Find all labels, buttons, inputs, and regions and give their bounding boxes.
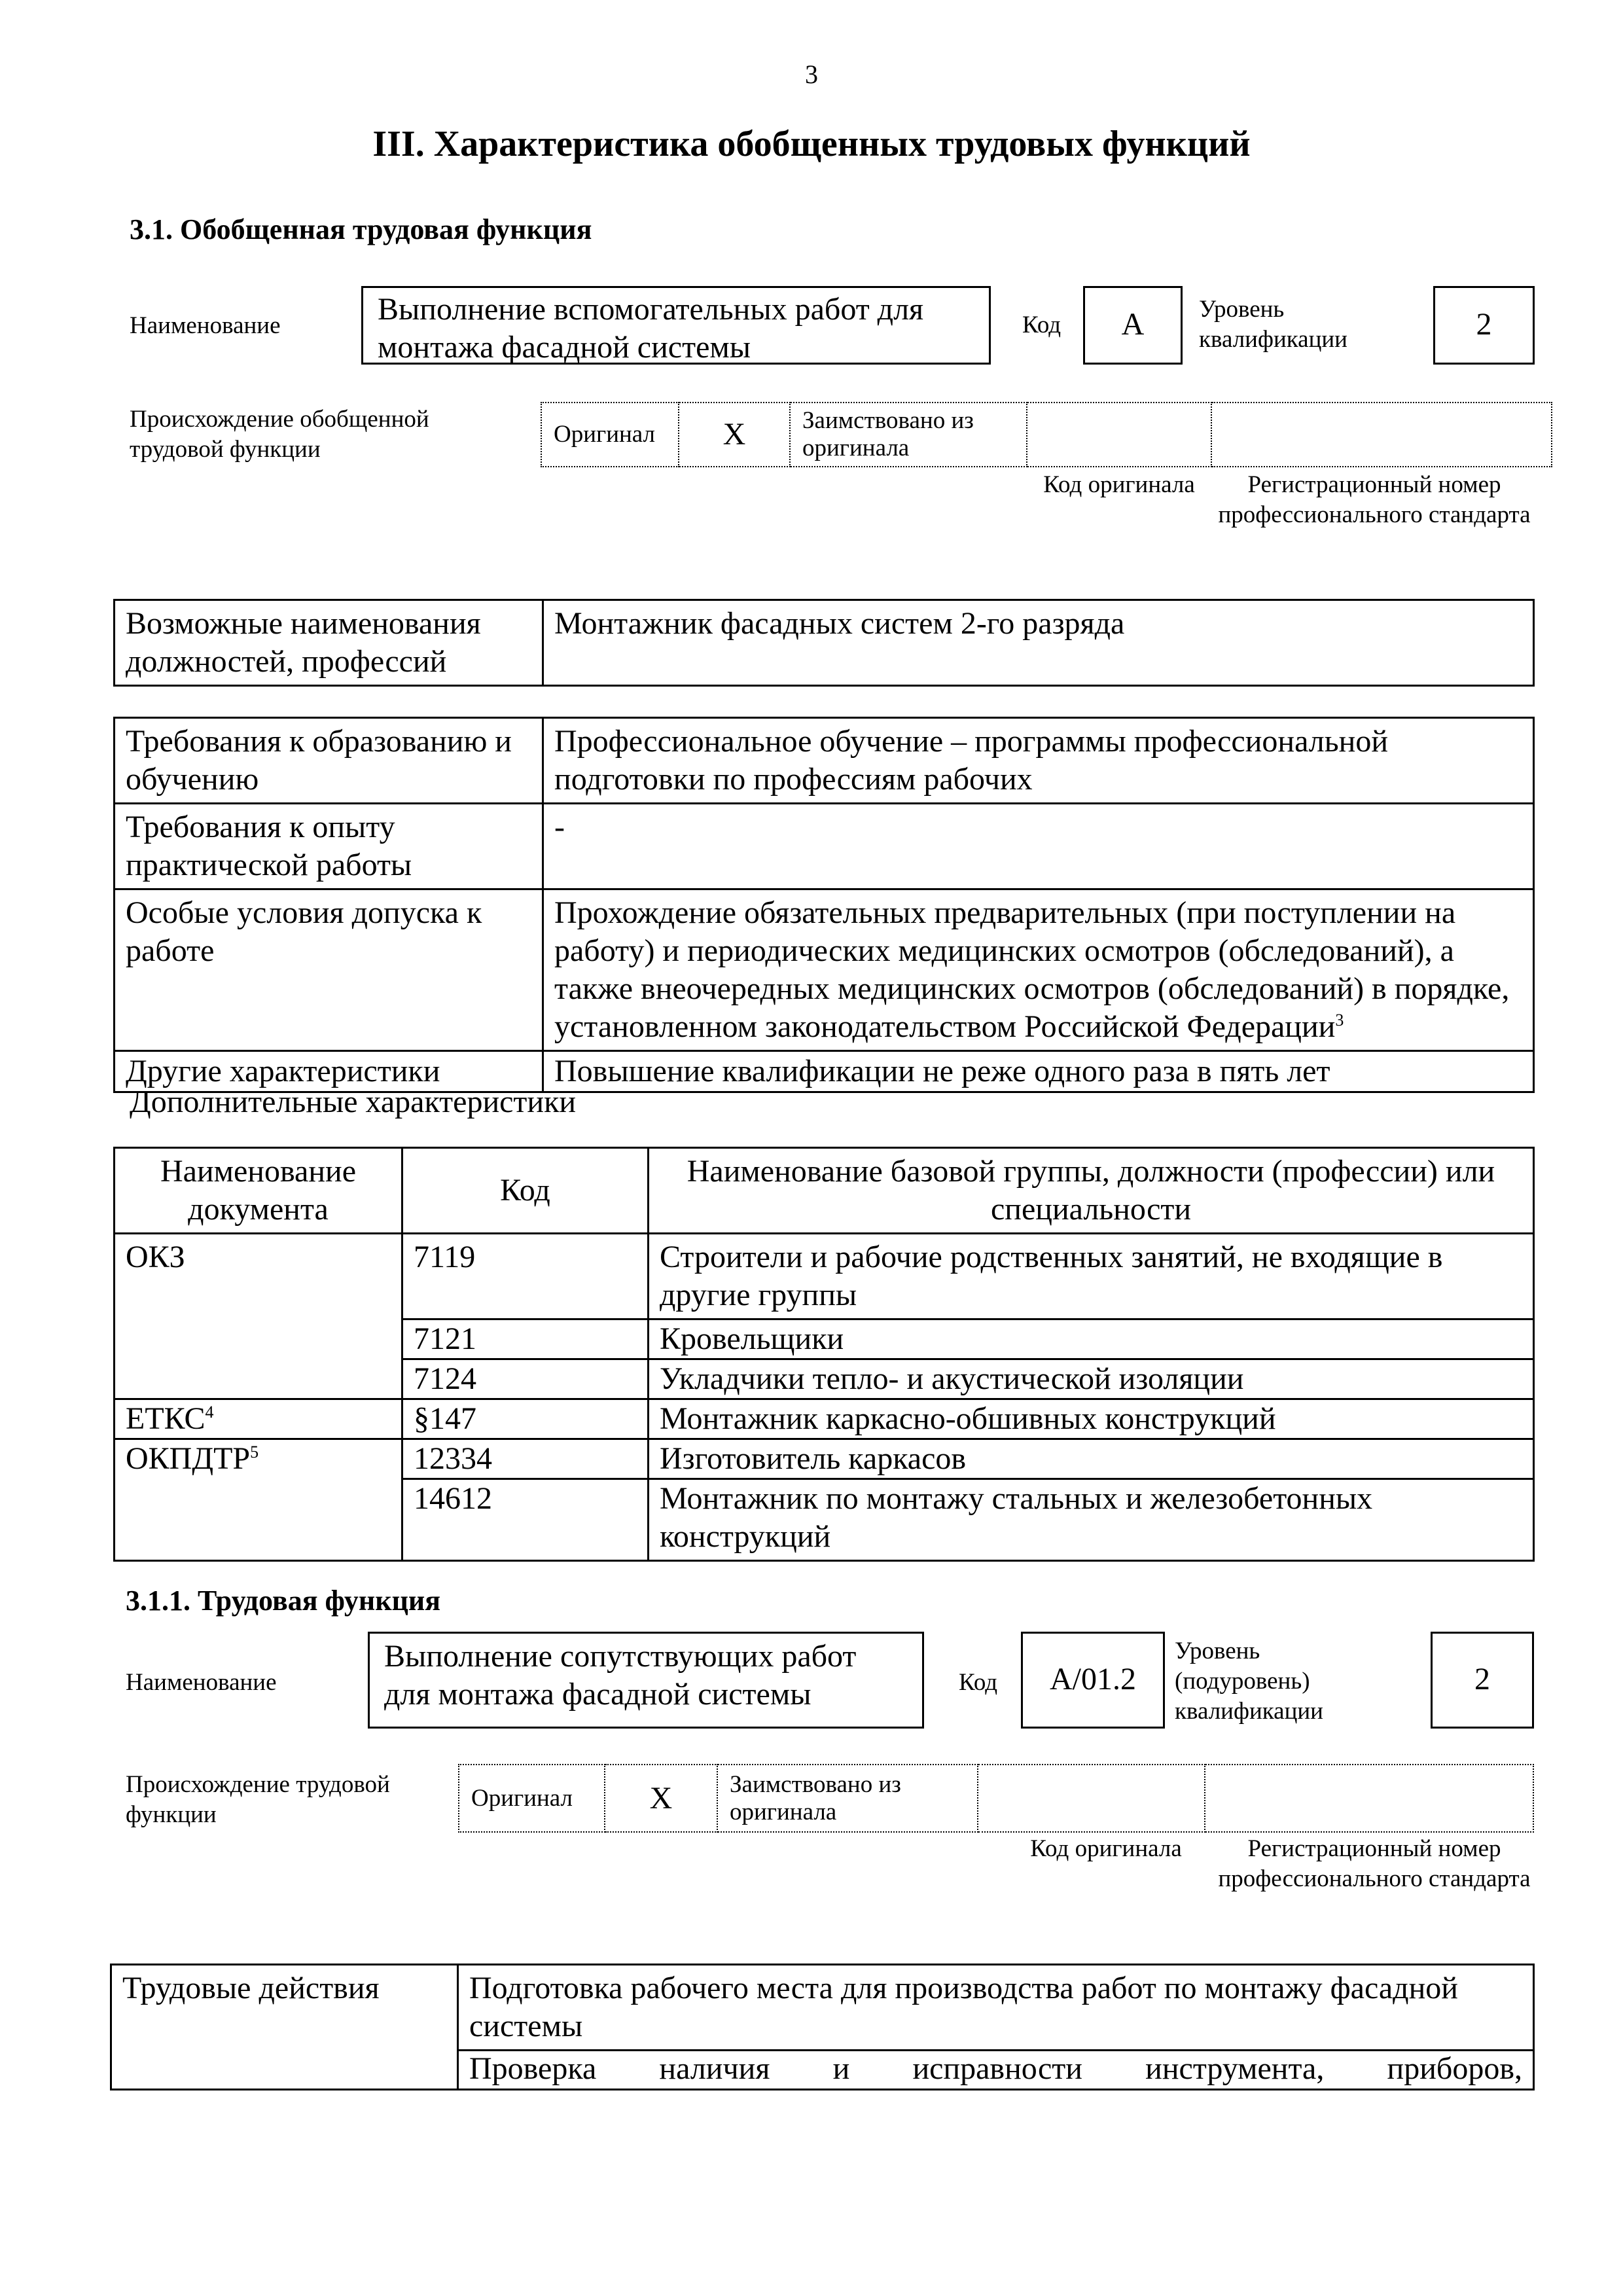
- tf-origin-label: Происхождение трудовой функции: [126, 1771, 390, 1828]
- requirement-row: [115, 718, 1534, 804]
- action-item: Подготовка рабочего места для производства работ по монтажу фасадной системы: [458, 1965, 1534, 2051]
- header-doc: Наименование документа: [115, 1148, 402, 1234]
- gtf-borrowed-label: Заимствовано из оригинала: [802, 407, 974, 461]
- gtf-name-label: Наименование: [130, 312, 281, 339]
- requirement-label: Другие характеристики: [115, 1051, 543, 1092]
- gtf-original-label: Оригинал: [554, 421, 656, 448]
- tf-original-label: Оригинал: [471, 1784, 573, 1812]
- footnote-ref: 4: [205, 1403, 214, 1422]
- positions-value: Монтажник фасадных систем 2-го разряда: [543, 600, 1534, 686]
- requirement-label: Требования к опыту практической работы: [115, 804, 543, 889]
- requirements-table: [113, 717, 1535, 1093]
- tf-level-box: [1431, 1632, 1534, 1729]
- gtf-code-label: Код: [1022, 312, 1061, 338]
- tf-code-value: A/01.2: [1050, 1662, 1136, 1696]
- gtf-borrowed-cell: [791, 402, 1027, 467]
- doc-cell: [115, 1439, 402, 1561]
- gtf-reg-number-cell: [1212, 402, 1552, 467]
- requirement-value-text: Прохождение обязательных предварительных (при поступлении на работу) и периодических медицинских осмотров (обследований), а также внеочередных медицинских осмотров (обследований) в порядке, установленном законодательством Российской Федерации: [554, 895, 1510, 1044]
- positions-table: [113, 599, 1535, 687]
- tf-name-label: Наименование: [126, 1669, 277, 1696]
- header-code: Код: [402, 1148, 649, 1234]
- gtf-original-mark: X: [679, 402, 791, 467]
- code-cell: §147: [402, 1399, 649, 1439]
- gtf-level-value: 2: [1476, 307, 1492, 342]
- tf-reg-number-caption: Регистрационный номер профессионального стандарта: [1218, 1835, 1531, 1892]
- name-cell: Монтажник по монтажу стальных и железобетонных конструкций: [649, 1479, 1534, 1561]
- actions-label: Трудовые действия: [111, 1965, 458, 2090]
- tf-original-cell: [458, 1764, 605, 1833]
- table-row: [115, 1439, 1534, 1479]
- name-cell: Монтажник каркасно-обшивных конструкций: [649, 1399, 1534, 1439]
- actions-table: [110, 1964, 1535, 2090]
- table-row: [111, 1965, 1534, 2051]
- positions-label: Возможные наименования должностей, профессий: [115, 600, 543, 686]
- tf-code-box: [1021, 1632, 1165, 1729]
- code-cell: 12334: [402, 1439, 649, 1479]
- tf-orig-code-cell: [978, 1764, 1205, 1833]
- tf-borrowed-label: Заимствовано из оригинала: [730, 1770, 901, 1825]
- gtf-orig-code-caption: Код оригинала: [1043, 471, 1195, 498]
- additional-table: [113, 1147, 1535, 1562]
- gtf-orig-code-cell: [1027, 402, 1212, 467]
- tf-name-box: [368, 1632, 924, 1729]
- gtf-name-value: Выполнение вспомогательных работ для монтажа фасадной системы: [378, 292, 924, 365]
- requirement-value: Профессиональное обучение – программы профессиональной подготовки по профессиям рабочих: [543, 718, 1534, 804]
- doc-text: ЕТКС: [126, 1401, 205, 1436]
- header-name: Наименование базовой группы, должности (профессии) или специальности: [649, 1148, 1534, 1234]
- gtf-origin-label: Происхождение обобщенной трудовой функции: [130, 406, 429, 463]
- tf-borrowed-cell: [718, 1764, 978, 1833]
- tf-level-label: Уровень (подуровень) квалификации: [1175, 1638, 1323, 1725]
- doc-cell: ОКЗ: [115, 1234, 402, 1399]
- tf-code-label: Код: [959, 1669, 998, 1696]
- gtf-level-label: Уровень квалификации: [1199, 296, 1347, 353]
- name-cell: Строители и рабочие родственных занятий, не входящие в другие группы: [649, 1234, 1534, 1319]
- section-title: III. Характеристика обобщенных трудовых функций: [372, 124, 1251, 164]
- tf-heading: 3.1.1. Трудовая функция: [126, 1585, 441, 1617]
- requirement-row: [115, 889, 1534, 1051]
- tf-orig-code-caption: Код оригинала: [1030, 1835, 1182, 1862]
- requirement-value: [543, 889, 1534, 1051]
- footnote-ref: 5: [250, 1443, 259, 1462]
- page-number: 3: [805, 60, 818, 89]
- gtf-origin-row: [541, 402, 1552, 467]
- table-row: [115, 1399, 1534, 1439]
- requirement-row: [115, 804, 1534, 889]
- additional-title: Дополнительные характеристики: [130, 1085, 577, 1119]
- gtf-code-value: A: [1121, 307, 1145, 342]
- action-item: Проверка наличия и исправности инструмента, приборов,: [458, 2051, 1534, 2090]
- name-cell: Кровельщики: [649, 1319, 1534, 1359]
- tf-reg-number-cell: [1205, 1764, 1534, 1833]
- gtf-level-box: [1433, 286, 1535, 365]
- requirement-value: -: [543, 804, 1534, 889]
- name-cell: Укладчики тепло- и акустической изоляции: [649, 1359, 1534, 1399]
- code-cell: 14612: [402, 1479, 649, 1561]
- doc-text: ОКПДТР: [126, 1441, 251, 1476]
- gtf-original-cell: [541, 402, 679, 467]
- code-cell: 7124: [402, 1359, 649, 1399]
- footnote-ref: 3: [1335, 1011, 1344, 1030]
- code-cell: 7119: [402, 1234, 649, 1319]
- name-cell: Изготовитель каркасов: [649, 1439, 1534, 1479]
- tf-name-value: Выполнение сопутствующих работ для монтажа фасадной системы: [384, 1639, 857, 1712]
- gtf-reg-number-caption: Регистрационный номер профессионального стандарта: [1218, 471, 1531, 528]
- gtf-code-box: [1083, 286, 1183, 365]
- doc-cell: [115, 1399, 402, 1439]
- requirement-label: Требования к образованию и обучению: [115, 718, 543, 804]
- requirement-value: Повышение квалификации не реже одного раза в пять лет: [543, 1051, 1534, 1092]
- code-cell: 7121: [402, 1319, 649, 1359]
- additional-header-row: [115, 1148, 1534, 1234]
- requirement-label: Особые условия допуска к работе: [115, 889, 543, 1051]
- tf-origin-row: [458, 1764, 1534, 1833]
- tf-original-mark: X: [605, 1764, 718, 1833]
- table-row: [115, 1234, 1534, 1319]
- tf-level-value: 2: [1474, 1662, 1490, 1696]
- gtf-heading: 3.1. Обобщенная трудовая функция: [130, 213, 592, 245]
- gtf-name-box: [361, 286, 991, 365]
